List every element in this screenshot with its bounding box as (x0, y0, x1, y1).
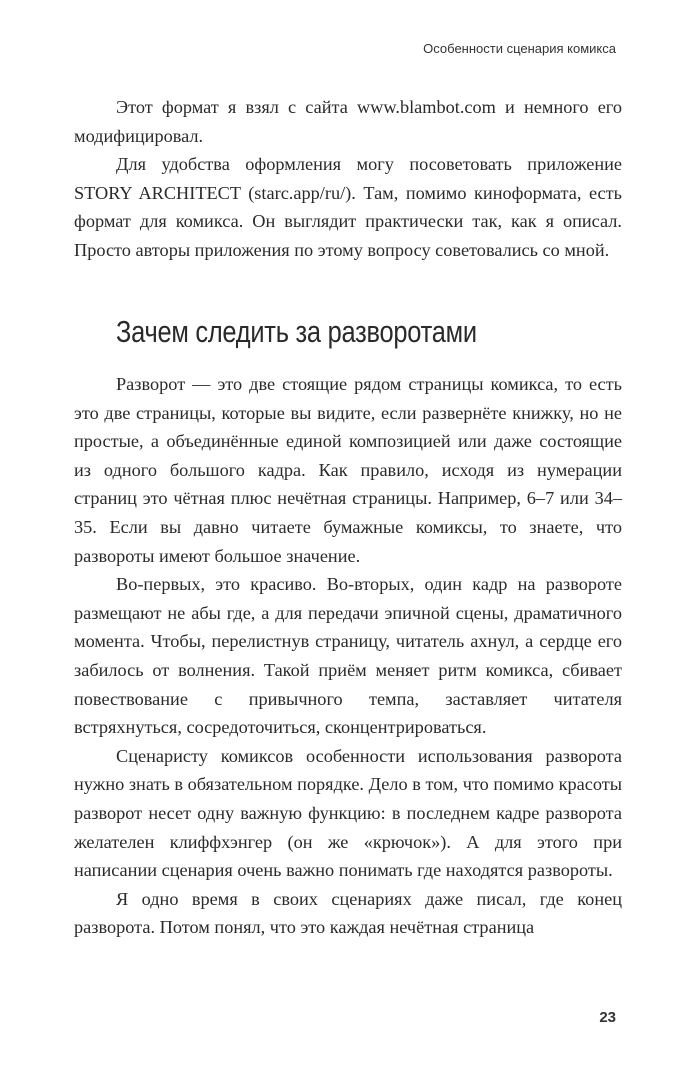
section-title: Зачем следить за разворотами (116, 314, 477, 349)
paragraph: Во-первых, это красиво. Во-вторых, один кадр на развороте размещают не абы где, а для передачи эпичной сцены, драматичного момента. Чтобы, перелистнув страницу, читатель ахнул, а сердце его забилось от волнения. Такой приём меняет ритм комикса, сбивает повествование с привычного темпа, заставляет читателя встряхнуться, сосредоточиться, сконцентрироваться. (74, 574, 622, 738)
paragraph: Разворот — это две стоящие рядом страницы комикса, то есть это две страницы, которые вы видите, если развернёте книжку, но не простые, а объединённые единой композицией или даже состоящие из одного большого кадра. Как правило, исходя из нумерации страниц это чётная плюс нечётная страницы. Например, 6–7 или 34–35. Если вы давно читаете бумажные комиксы, то знаете, что развороты имеют большое значение. (74, 374, 622, 566)
running-head: Особенности сценария комикса (423, 41, 616, 56)
paragraph: Сценаристу комиксов особенности использования разворота нужно знать в обязательном порядке. Дело в том, что помимо красоты разворот несет одну важную функцию: в последнем кадре разворота желателен клиффхэнгер (он же «крючок»). А для этого при написании сценария очень важно понимать где находятся развороты. (74, 745, 622, 881)
paragraph: Этот формат я взял с сайта www.blambot.com и немного его модифицировал. (74, 97, 622, 146)
section-body (74, 370, 622, 942)
paragraph: Я одно время в своих сценариях даже писал, где конец разворота. Потом понял, что это каждая нечётная страница (74, 888, 622, 938)
paragraph: Для удобства оформления могу посоветовать приложение STORY ARCHITECT (starc.app/ru/). Там, помимо киноформата, есть формат для комикса. Он выглядит практически так, как я описал. Просто авторы приложения по этому вопросу советовались со мной. (74, 154, 622, 260)
intro-text (74, 93, 622, 265)
page-number: 23 (599, 1009, 616, 1026)
